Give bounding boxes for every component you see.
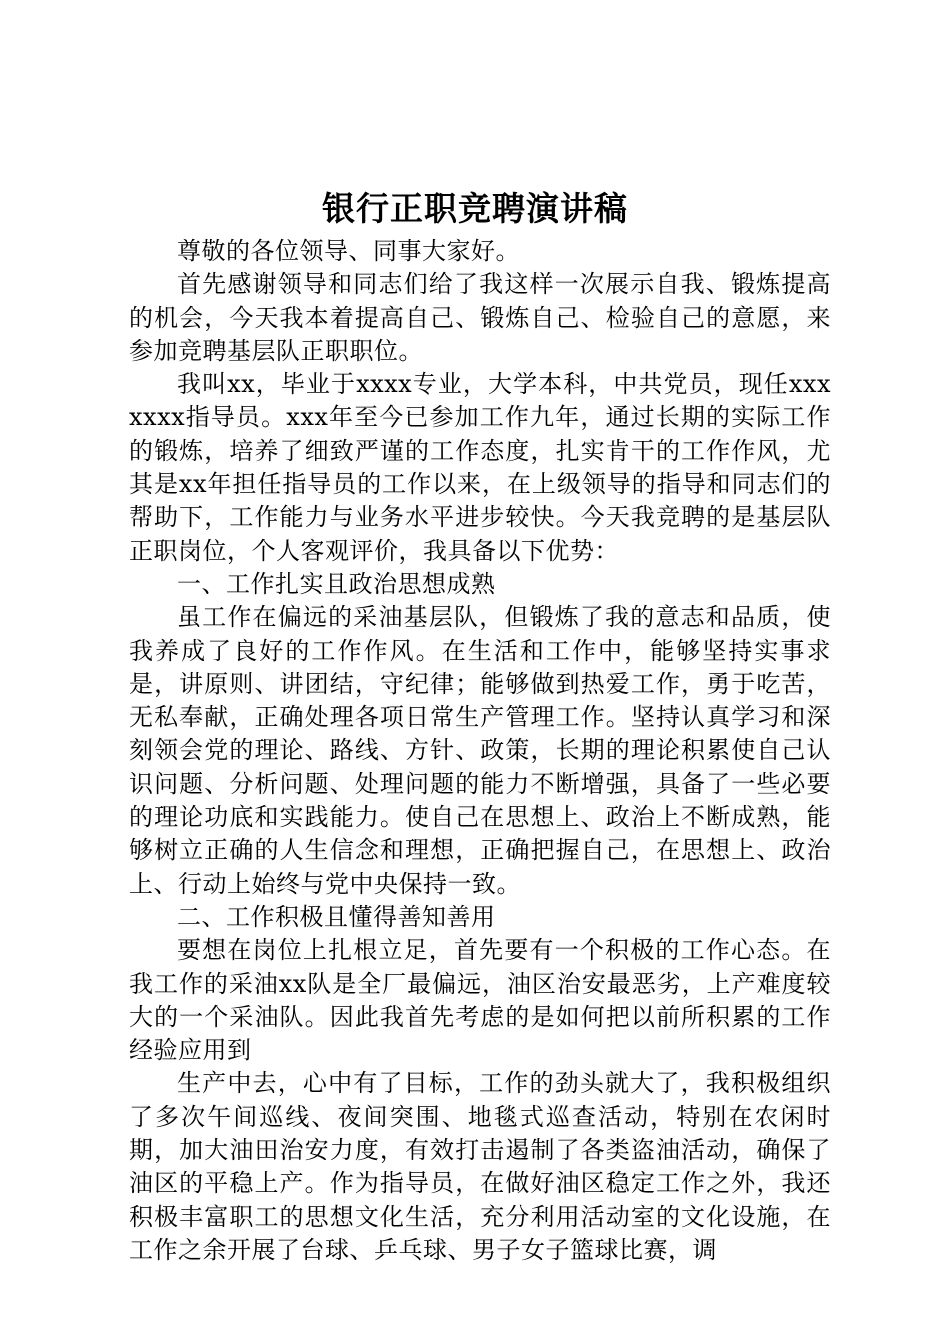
paragraph-section-1: 虽工作在偏远的采油基层队，但锻炼了我的意志和品质，使我养成了良好的工作作风。在生活和工作中，能够坚持实事求是，讲原则、讲团结，守纪律；能够做到热爱工作，勇于吃苦，无私奉献，正确处理各项日常生产管理工作。坚持认真学习和深刻领会党的理论、路线、方针、政策，长期的理论积累使自己认识问题、分析问题、处理问题的能力不断增强，具备了一些必要的理论功底和实践能力。使自己在思想上、政治上不断成熟，能够树立正确的人生信念和理想，正确把握自己，在思想上、政治上、行动上始终与党中央保持一致。 [129, 603, 831, 898]
paragraph-section-2a: 要想在岗位上扎根立足，首先要有一个积极的工作心态。在我工作的采油xx队是全厂最偏远，油区治安最恶劣，上产难度较大的一个采油队。因此我首先考虑的是如何把以前所积累的工作经验应用到 [129, 936, 831, 1065]
paragraph-section-2b: 生产中去，心中有了目标，工作的劲头就大了，我积极组织了多次午间巡线、夜间突围、地毯式巡查活动，特别在农闲时期，加大油田治安力度，有效打击遏制了各类盗油活动，确保了油区的平稳上产。作为指导员，在做好油区稳定工作之外，我还积极丰富职工的思想文化生活，充分利用活动室的文化设施，在工作之余开展了台球、乒乓球、男子女子篮球比赛，调 [129, 1069, 831, 1264]
paragraph-greeting: 尊敬的各位领导、同事大家好。 [177, 237, 520, 265]
document-body [129, 235, 831, 1267]
document-title: 银行正职竞聘演讲稿 [322, 189, 628, 228]
paragraph-self-intro: 我叫xx，毕业于xxxx专业，大学本科，中共党员，现任xxxxxxx指导员。xxx年至今已参加工作九年，通过长期的实际工作的锻炼，培养了细致严谨的工作态度，扎实肯干的工作作风，尤其是xx年担任指导员的工作以来，在上级领导的指导和同志们的帮助下，工作能力与业务水平进步较快。今天我竞聘的是基层队正职岗位，个人客观评价，我具备以下优势： [129, 370, 831, 565]
paragraph-thanks: 首先感谢领导和同志们给了我这样一次展示自我、锻炼提高的机会，今天我本着提高自己、锻炼自己、检验自己的意愿，来参加竞聘基层队正职职位。 [129, 270, 831, 365]
section-heading-1: 一、工作扎实且政治思想成熟 [177, 569, 496, 598]
section-heading-2: 二、工作积极且懂得善知善用 [177, 902, 496, 931]
